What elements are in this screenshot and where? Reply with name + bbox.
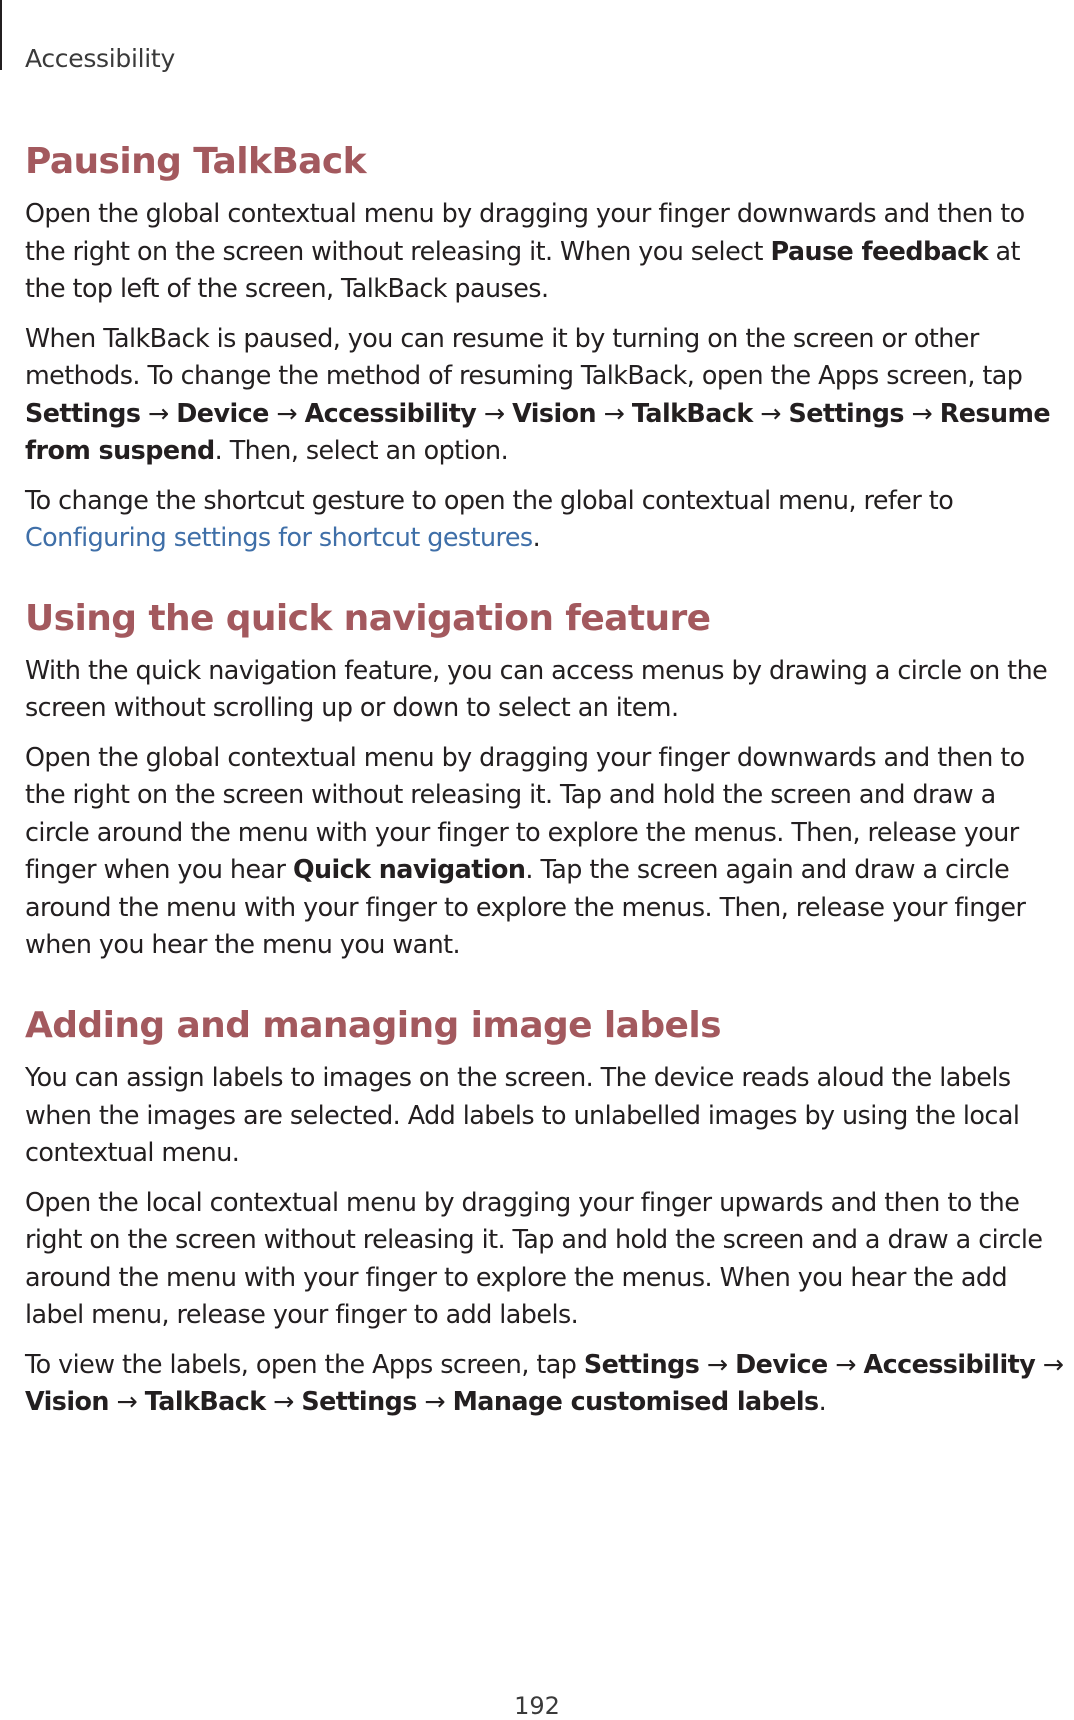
menu-path-step: Vision	[25, 1386, 109, 1417]
arrow-glyph: →	[116, 1386, 138, 1417]
paragraph	[25, 482, 1065, 557]
arrow-glyph: →	[835, 1348, 856, 1379]
menu-path-step: Device	[176, 397, 269, 428]
text-run: .	[818, 1386, 827, 1417]
arrow-glyph: →	[147, 397, 169, 428]
menu-path-step: TalkBack	[631, 397, 753, 428]
text-run: To view the labels, open the Apps screen, tap	[25, 1348, 584, 1379]
section-image-labels	[25, 1004, 1065, 1421]
cross-reference-link[interactable]: Configuring settings for shortcut gestures	[25, 522, 533, 553]
menu-path-step: Accessibility	[863, 1348, 1036, 1379]
running-header: Accessibility	[25, 44, 175, 73]
arrow-glyph: →	[483, 397, 505, 428]
menu-path-step: Settings	[788, 397, 904, 428]
page-content	[25, 140, 1065, 1461]
paragraph: With the quick navigation feature, you can access menus by drawing a circle on the screen without scrolling up or down to select an item.	[25, 654, 1048, 723]
menu-path-step: Settings	[301, 1386, 417, 1417]
text-run: . Tap the screen again and draw a circle around the menu with your finger to explore the menus. Then, release your finger when you hear the menu you want.	[25, 854, 1026, 960]
text-run: Open the global contextual menu by dragging your finger downwards and then to the right on the screen without releasing it. Tap and hold the screen and draw a circle around the menu with your finger to explore the menus. Then, release your finger when you hear	[25, 741, 1025, 885]
section-heading: Pausing TalkBack	[25, 141, 366, 182]
page-number: 192	[514, 1692, 560, 1720]
text-run: Open the global contextual menu by dragging your finger downwards and then to the right on the screen without releasing it. When you select	[25, 198, 1025, 266]
paragraph	[25, 739, 1065, 964]
paragraph	[25, 320, 1065, 470]
paragraph: Open the local contextual menu by dragging your finger upwards and then to the right on the screen without releasing it. Tap and hold the screen and a draw a circle around the menu with your finger to explore the menus. When you hear the add label menu, release your finger to add labels.	[25, 1186, 1043, 1330]
arrow-glyph: →	[1042, 1348, 1064, 1379]
corner-rule	[0, 0, 2, 70]
arrow-glyph: →	[911, 397, 933, 428]
menu-path-step: Manage customised labels	[452, 1386, 819, 1417]
menu-path-step: Accessibility	[304, 397, 477, 428]
menu-path-step: Resume from suspend	[25, 397, 1051, 466]
menu-path-step: Settings	[25, 397, 141, 428]
text-run: . Then, select an option.	[214, 435, 509, 466]
section-heading: Using the quick navigation feature	[25, 597, 711, 639]
ui-term: Pause feedback	[770, 235, 989, 266]
arrow-glyph: →	[760, 397, 781, 428]
menu-path-step: Settings	[583, 1348, 700, 1379]
arrow-glyph: →	[603, 397, 625, 428]
arrow-glyph: →	[424, 1386, 446, 1417]
text-run: at the top left of the screen, TalkBack pauses.	[25, 235, 1020, 304]
section-pausing-talkback	[25, 140, 1065, 557]
arrow-glyph: →	[276, 397, 298, 428]
paragraph: You can assign labels to images on the screen. The device reads aloud the labels when the images are selected. Add labels to unlabelled images by using the local contextual menu.	[25, 1062, 1020, 1168]
menu-path-step: Vision	[512, 397, 597, 428]
ui-term: Quick navigation	[292, 854, 526, 885]
menu-path-step: Device	[735, 1348, 828, 1379]
paragraph	[25, 1346, 1065, 1421]
section-heading: Adding and managing image labels	[25, 1004, 721, 1046]
arrow-glyph: →	[706, 1348, 728, 1379]
menu-path-step: TalkBack	[144, 1386, 266, 1417]
section-quick-navigation	[25, 597, 1065, 964]
text-run: .	[532, 522, 541, 553]
paragraph	[25, 195, 1065, 308]
arrow-glyph: →	[273, 1386, 294, 1417]
text-run: When TalkBack is paused, you can resume it by turning on the screen or other methods. To change the method of resuming TalkBack, open the Apps screen, tap	[25, 322, 1023, 391]
text-run: To change the shortcut gesture to open the global contextual menu, refer to	[25, 484, 954, 515]
